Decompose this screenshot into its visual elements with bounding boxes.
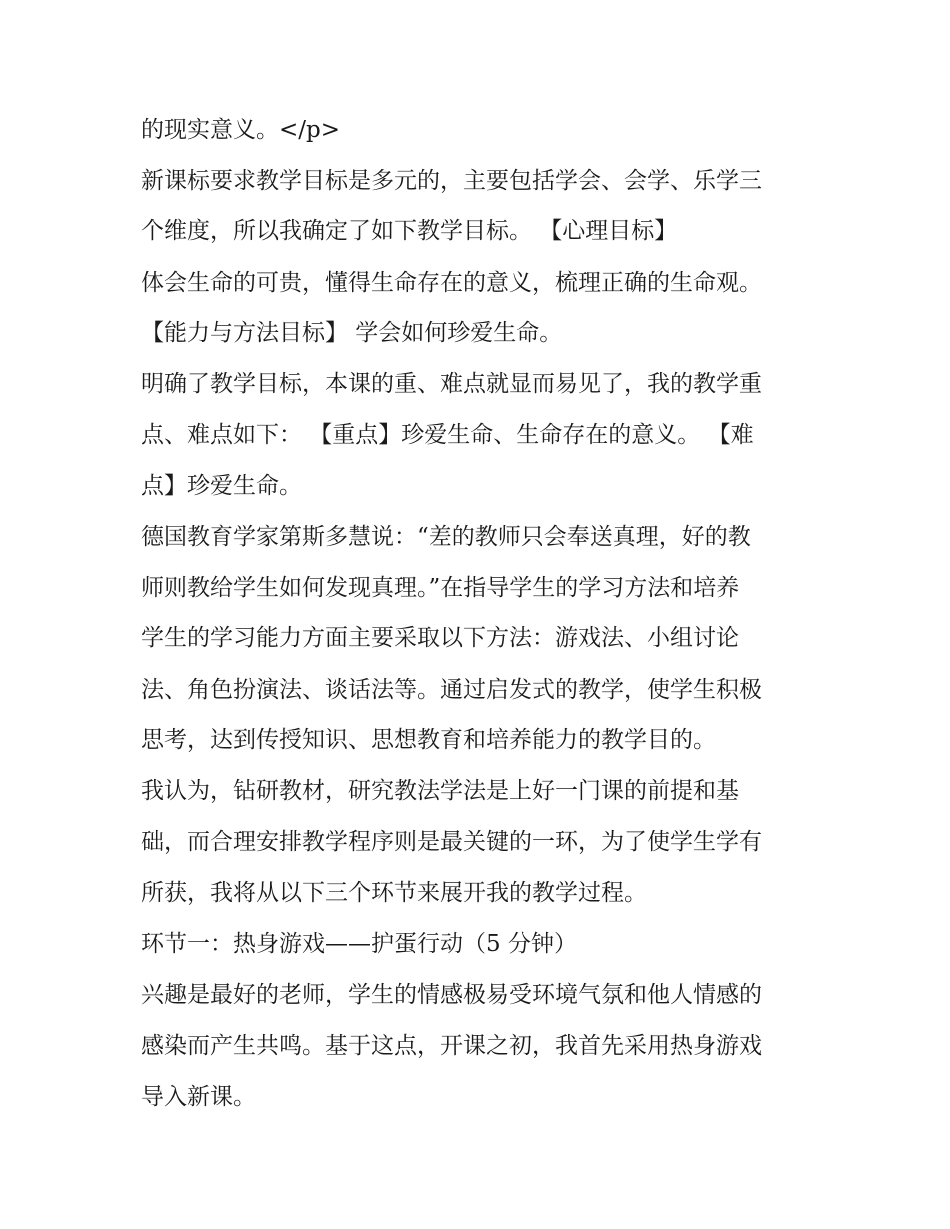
text-line: 体会生命的可贵，懂得生命存在的意义，梳理正确的生命观。 [141,270,762,296]
text-line: 学生的学习能力方面主要采取以下方法：游戏法、小组讨论 [141,625,739,651]
text-line: 兴趣是最好的老师，学生的情感极易受环境气氛和他人情感的 [141,982,762,1008]
text-line: 个维度，所以我确定了如下教学目标。 【心理目标】 [141,218,678,244]
text-line: 点、难点如下： 【重点】珍爱生命、生命存在的意义。 【难 [141,422,754,448]
text-line: 师则教给学生如何发现真理。”在指导学生的学习方法和培养 [141,575,740,601]
text-line: 环节一：热身游戏——护蛋行动（5 分钟） [141,931,577,957]
text-line: 的现实意义。</p> [141,117,341,143]
text-line: 感染而产生共鸣。基于这点，开课之初，我首先采用热身游戏 [141,1033,762,1059]
text-line: 我认为，钻研教材，研究教法学法是上好一门课的前提和基 [141,778,739,804]
text-line: 【能力与方法目标】 学会如何珍爱生命。 [141,320,563,346]
text-line: 德国教育学家第斯多慧说：“差的教师只会奉送真理，好的教 [141,524,751,550]
text-line: 思考，达到传授知识、思想教育和培养能力的教学目的。 [141,727,716,753]
text-line: 导入新课。 [141,1084,256,1110]
text-line: 新课标要求教学目标是多元的，主要包括学会、会学、乐学三 [141,168,762,194]
text-line: 明确了教学目标，本课的重、难点就显而易见了，我的教学重 [141,371,762,397]
text-line: 础，而合理安排教学程序则是最关键的一环，为了使学生学有 [141,829,762,855]
text-line: 法、角色扮演法、谈话法等。通过启发式的教学，使学生积极 [141,677,762,703]
text-line: 所获，我将从以下三个环节来展开我的教学过程。 [141,880,647,906]
text-line: 点】珍爱生命。 [141,473,302,499]
